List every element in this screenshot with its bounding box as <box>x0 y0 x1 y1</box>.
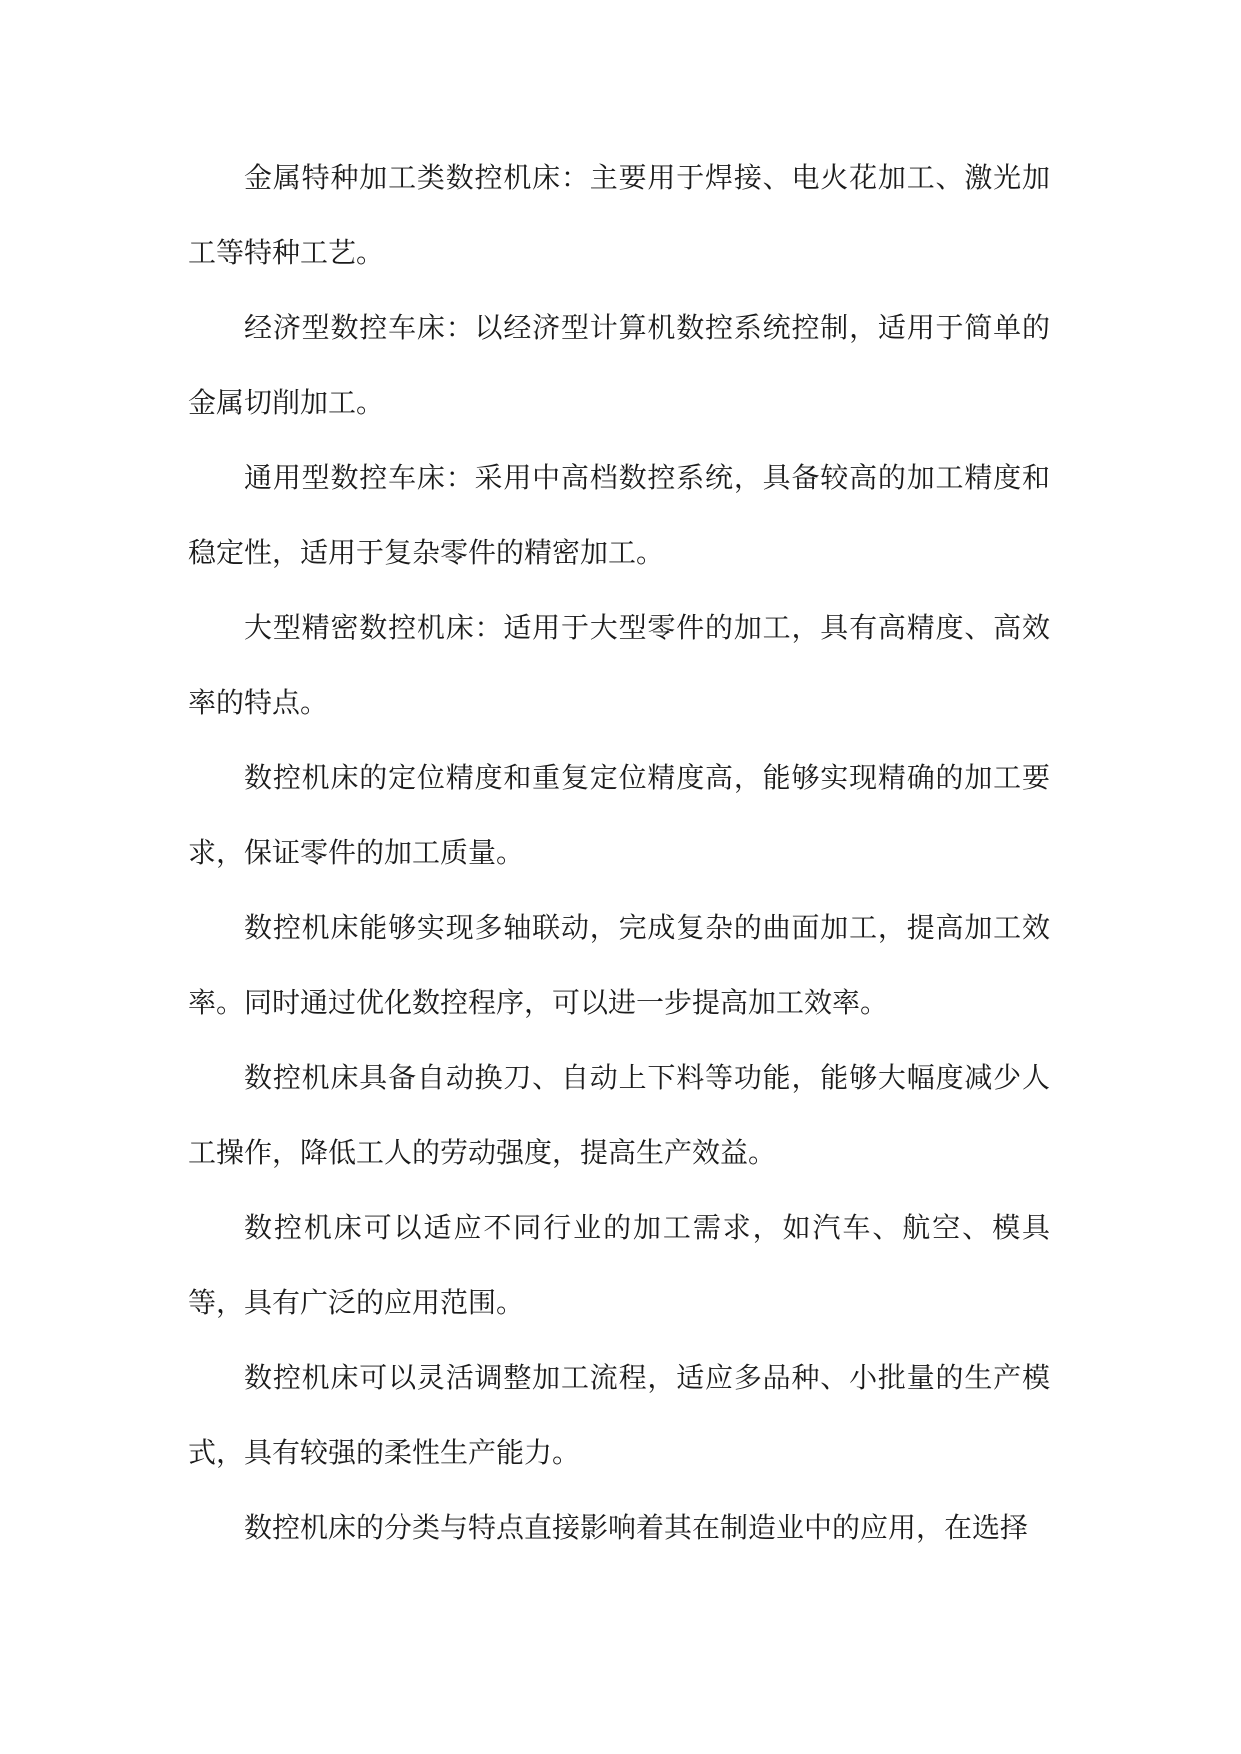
paragraph-flexibility: 数控机床可以灵活调整加工流程，适应多品种、小批量的生产模式，具有较强的柔性生产能力。 <box>188 1361 1050 1469</box>
paragraph-special-machining: 金属特种加工类数控机床：主要用于焊接、电火花加工、激光加工等特种工艺。 <box>188 161 1050 269</box>
paragraph-applications: 数控机床可以适应不同行业的加工需求，如汽车、航空、模具等，具有广泛的应用范围。 <box>188 1211 1050 1319</box>
paragraph-selection: 数控机床的分类与特点直接影响着其在制造业中的应用，在选择 <box>244 1511 1029 1544</box>
paragraph-multi-axis: 数控机床能够实现多轴联动，完成复杂的曲面加工，提高加工效率。同时通过优化数控程序，可以进一步提高加工效率。 <box>188 911 1050 1019</box>
paragraph-economy-lathe: 经济型数控车床：以经济型计算机数控系统控制，适用于简单的金属切削加工。 <box>188 311 1050 419</box>
paragraph-large-precision: 大型精密数控机床：适用于大型零件的加工，具有高精度、高效率的特点。 <box>188 611 1050 719</box>
paragraph-general-lathe: 通用型数控车床：采用中高档数控系统，具备较高的加工精度和稳定性，适用于复杂零件的精密加工。 <box>188 461 1050 569</box>
document-body <box>188 140 1050 1565</box>
paragraph-automation: 数控机床具备自动换刀、自动上下料等功能，能够大幅度减少人工操作，降低工人的劳动强度，提高生产效益。 <box>188 1061 1050 1169</box>
paragraph-positioning-accuracy: 数控机床的定位精度和重复定位精度高，能够实现精确的加工要求，保证零件的加工质量。 <box>188 761 1050 869</box>
